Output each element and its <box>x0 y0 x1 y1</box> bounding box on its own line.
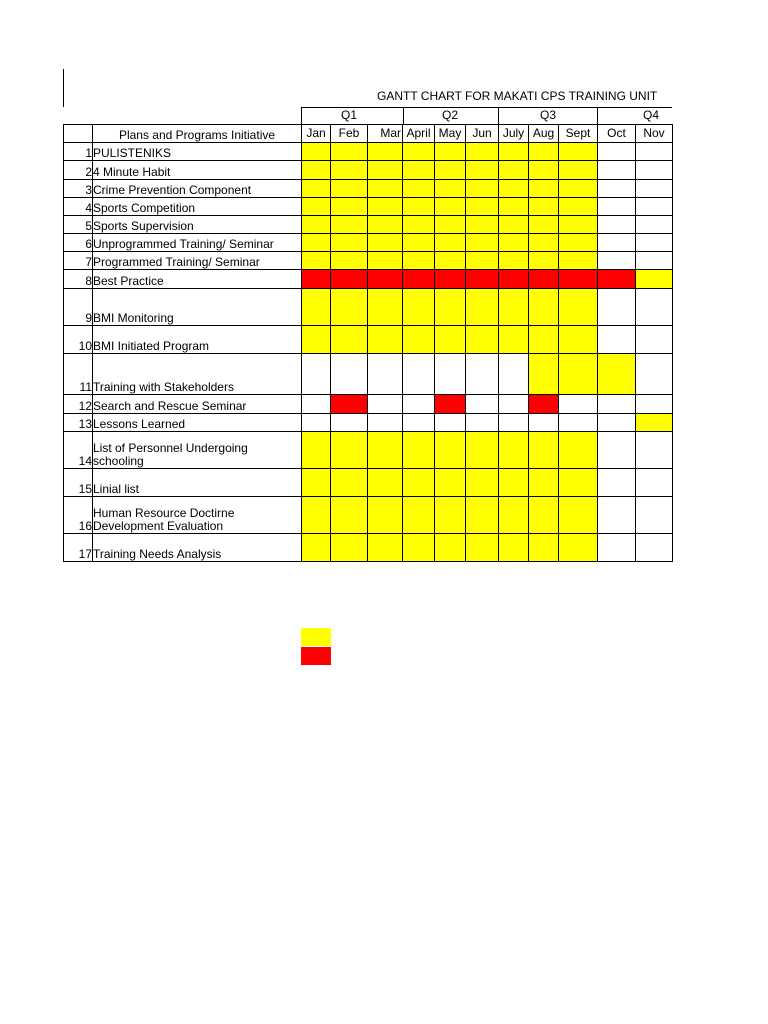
gantt-cell-nov <box>636 143 673 161</box>
chart-title: GANTT CHART FOR MAKATI CPS TRAINING UNIT <box>377 89 658 103</box>
gantt-cell-oct <box>598 161 636 180</box>
gantt-cell-july <box>499 414 529 432</box>
gantt-cell-sept <box>559 326 598 354</box>
gantt-cell-july <box>499 198 529 216</box>
gantt-cell-aug <box>529 354 559 395</box>
quarter-label-q1: Q1 <box>341 108 358 122</box>
quarter-divider <box>498 107 499 124</box>
gantt-cell-july <box>499 326 529 354</box>
gantt-cell-april <box>403 326 435 354</box>
gantt-cell-aug <box>529 414 559 432</box>
quarter-divider <box>301 107 302 124</box>
table-row <box>64 432 673 469</box>
gantt-cell-aug <box>529 326 559 354</box>
month-header-feb: Feb <box>331 125 368 143</box>
table-row <box>64 289 673 326</box>
gantt-cell-feb <box>331 252 368 270</box>
gantt-cell-mar <box>368 432 403 469</box>
gantt-table <box>63 124 673 562</box>
gantt-cell-july <box>499 395 529 414</box>
gantt-cell-april <box>403 270 435 289</box>
gantt-cell-nov <box>636 252 673 270</box>
gantt-cell-may <box>435 289 466 326</box>
gantt-cell-mar <box>368 143 403 161</box>
table-row <box>64 395 673 414</box>
gantt-cell-jun <box>466 180 499 198</box>
gantt-cell-may <box>435 432 466 469</box>
gantt-cell-july <box>499 234 529 252</box>
initiative-name: Search and Rescue Seminar <box>93 395 302 414</box>
gantt-cell-may <box>435 395 466 414</box>
gantt-cell-sept <box>559 180 598 198</box>
header-number-cell <box>64 125 93 143</box>
gantt-cell-july <box>499 469 529 497</box>
gantt-cell-jun <box>466 234 499 252</box>
gantt-cell-oct <box>598 270 636 289</box>
gantt-cell-feb <box>331 469 368 497</box>
row-number: 16 <box>64 497 93 534</box>
gantt-cell-may <box>435 497 466 534</box>
gantt-cell-oct <box>598 143 636 161</box>
gantt-cell-may <box>435 180 466 198</box>
gantt-cell-oct <box>598 497 636 534</box>
gantt-cell-april <box>403 143 435 161</box>
gantt-cell-nov <box>636 432 673 469</box>
row-number: 17 <box>64 534 93 562</box>
table-row <box>64 270 673 289</box>
gantt-cell-nov <box>636 161 673 180</box>
month-header-jun: Jun <box>466 125 499 143</box>
gantt-cell-july <box>499 497 529 534</box>
row-number: 14 <box>64 432 93 469</box>
gantt-cell-july <box>499 161 529 180</box>
gantt-cell-may <box>435 216 466 234</box>
gantt-cell-aug <box>529 161 559 180</box>
table-row <box>64 534 673 562</box>
gantt-cell-may <box>435 252 466 270</box>
gantt-cell-feb <box>331 180 368 198</box>
gantt-cell-nov <box>636 414 673 432</box>
gantt-cell-sept <box>559 534 598 562</box>
gantt-cell-jan <box>302 414 331 432</box>
row-number: 4 <box>64 198 93 216</box>
gantt-cell-mar <box>368 354 403 395</box>
gantt-cell-jun <box>466 161 499 180</box>
gantt-cell-feb <box>331 395 368 414</box>
gantt-cell-july <box>499 289 529 326</box>
month-header-mar: Mar <box>368 125 403 143</box>
table-row <box>64 143 673 161</box>
gantt-cell-nov <box>636 395 673 414</box>
initiative-name: Programmed Training/ Seminar <box>93 252 302 270</box>
gantt-cell-april <box>403 497 435 534</box>
gantt-cell-feb <box>331 143 368 161</box>
gantt-cell-feb <box>331 414 368 432</box>
gantt-cell-july <box>499 432 529 469</box>
gantt-cell-april <box>403 252 435 270</box>
gantt-cell-feb <box>331 354 368 395</box>
gantt-cell-jan <box>302 432 331 469</box>
initiative-name: Sports Competition <box>93 198 302 216</box>
gantt-cell-jan <box>302 395 331 414</box>
gantt-cell-oct <box>598 198 636 216</box>
gantt-cell-july <box>499 180 529 198</box>
gantt-cell-jun <box>466 534 499 562</box>
gantt-cell-mar <box>368 234 403 252</box>
gantt-cell-may <box>435 143 466 161</box>
gantt-cell-july <box>499 216 529 234</box>
gantt-cell-may <box>435 198 466 216</box>
gantt-cell-sept <box>559 143 598 161</box>
table-row <box>64 180 673 198</box>
gantt-cell-mar <box>368 270 403 289</box>
gantt-cell-jun <box>466 270 499 289</box>
gantt-cell-nov <box>636 534 673 562</box>
gantt-cell-sept <box>559 289 598 326</box>
gantt-cell-oct <box>598 234 636 252</box>
gantt-cell-jan <box>302 216 331 234</box>
gantt-cell-jun <box>466 395 499 414</box>
gantt-cell-feb <box>331 216 368 234</box>
row-number: 2 <box>64 161 93 180</box>
gantt-cell-oct <box>598 180 636 198</box>
gantt-cell-may <box>435 234 466 252</box>
gantt-cell-sept <box>559 270 598 289</box>
gantt-cell-jun <box>466 289 499 326</box>
initiative-name: Training with Stakeholders <box>93 354 302 395</box>
gantt-cell-april <box>403 534 435 562</box>
gantt-cell-oct <box>598 289 636 326</box>
initiative-name: Sports Supervision <box>93 216 302 234</box>
gantt-cell-sept <box>559 497 598 534</box>
initiative-name: BMI Initiated Program <box>93 326 302 354</box>
gantt-cell-mar <box>368 534 403 562</box>
gantt-cell-nov <box>636 326 673 354</box>
gantt-cell-jun <box>466 469 499 497</box>
gantt-cell-feb <box>331 497 368 534</box>
month-header-aug: Aug <box>529 125 559 143</box>
row-number: 6 <box>64 234 93 252</box>
month-header-jan: Jan <box>302 125 331 143</box>
quarter-label-q4: Q4 <box>643 108 660 122</box>
gantt-cell-jan <box>302 497 331 534</box>
gantt-cell-july <box>499 270 529 289</box>
gantt-cell-oct <box>598 216 636 234</box>
gantt-cell-mar <box>368 180 403 198</box>
gantt-cell-jan <box>302 143 331 161</box>
month-header-july: July <box>499 125 529 143</box>
gantt-cell-july <box>499 354 529 395</box>
gantt-cell-nov <box>636 354 673 395</box>
gantt-cell-oct <box>598 534 636 562</box>
gantt-cell-april <box>403 414 435 432</box>
gantt-cell-feb <box>331 534 368 562</box>
table-row <box>64 469 673 497</box>
table-row <box>64 497 673 534</box>
gantt-cell-jun <box>466 354 499 395</box>
gantt-cell-sept <box>559 252 598 270</box>
gantt-cell-april <box>403 161 435 180</box>
gantt-cell-mar <box>368 469 403 497</box>
gantt-cell-mar <box>368 252 403 270</box>
gantt-cell-july <box>499 143 529 161</box>
gantt-cell-jun <box>466 198 499 216</box>
month-header-nov: Nov <box>636 125 673 143</box>
gantt-cell-may <box>435 326 466 354</box>
gantt-cell-aug <box>529 497 559 534</box>
gantt-cell-sept <box>559 354 598 395</box>
gantt-cell-nov <box>636 270 673 289</box>
table-row <box>64 414 673 432</box>
gantt-cell-sept <box>559 234 598 252</box>
gantt-cell-april <box>403 234 435 252</box>
gantt-cell-april <box>403 395 435 414</box>
gantt-cell-jun <box>466 432 499 469</box>
table-row <box>64 326 673 354</box>
gantt-cell-may <box>435 534 466 562</box>
gantt-cell-mar <box>368 497 403 534</box>
row-number: 15 <box>64 469 93 497</box>
gantt-cell-mar <box>368 395 403 414</box>
table-row <box>64 216 673 234</box>
gantt-cell-jan <box>302 180 331 198</box>
gantt-cell-jun <box>466 143 499 161</box>
row-number: 7 <box>64 252 93 270</box>
table-row <box>64 198 673 216</box>
table-row <box>64 252 673 270</box>
plans-programs-header: Plans and Programs Initiative <box>93 125 302 143</box>
gantt-cell-aug <box>529 289 559 326</box>
gantt-cell-oct <box>598 395 636 414</box>
row-number: 11 <box>64 354 93 395</box>
gantt-cell-jun <box>466 326 499 354</box>
gantt-cell-jan <box>302 234 331 252</box>
gantt-cell-april <box>403 198 435 216</box>
gantt-cell-feb <box>331 198 368 216</box>
gantt-cell-july <box>499 534 529 562</box>
row-number: 1 <box>64 143 93 161</box>
gantt-cell-aug <box>529 198 559 216</box>
month-header-april: April <box>403 125 435 143</box>
gantt-cell-feb <box>331 289 368 326</box>
gantt-cell-oct <box>598 469 636 497</box>
gantt-cell-nov <box>636 234 673 252</box>
gantt-cell-jan <box>302 469 331 497</box>
gantt-cell-jan <box>302 289 331 326</box>
quarter-divider <box>597 107 598 124</box>
legend-swatch-yellow <box>301 628 331 646</box>
gantt-cell-mar <box>368 414 403 432</box>
gantt-cell-aug <box>529 252 559 270</box>
gantt-cell-mar <box>368 161 403 180</box>
table-row <box>64 354 673 395</box>
gantt-cell-jan <box>302 534 331 562</box>
gantt-cell-aug <box>529 180 559 198</box>
gantt-cell-april <box>403 432 435 469</box>
gantt-cell-aug <box>529 469 559 497</box>
gantt-cell-aug <box>529 216 559 234</box>
initiative-name: Crime Prevention Component <box>93 180 302 198</box>
gantt-cell-may <box>435 354 466 395</box>
gantt-cell-oct <box>598 414 636 432</box>
gantt-cell-july <box>499 252 529 270</box>
initiative-name: Linial list <box>93 469 302 497</box>
row-number: 10 <box>64 326 93 354</box>
gantt-cell-feb <box>331 270 368 289</box>
gantt-cell-sept <box>559 395 598 414</box>
gantt-cell-aug <box>529 143 559 161</box>
gantt-cell-oct <box>598 252 636 270</box>
initiative-name: Training Needs Analysis <box>93 534 302 562</box>
gantt-cell-mar <box>368 198 403 216</box>
gantt-cell-feb <box>331 326 368 354</box>
gantt-cell-may <box>435 414 466 432</box>
gantt-cell-mar <box>368 216 403 234</box>
gantt-cell-nov <box>636 198 673 216</box>
gantt-cell-april <box>403 354 435 395</box>
gantt-cell-may <box>435 469 466 497</box>
gantt-cell-feb <box>331 161 368 180</box>
quarter-label-q2: Q2 <box>442 108 459 122</box>
gantt-cell-aug <box>529 534 559 562</box>
gantt-cell-nov <box>636 469 673 497</box>
gantt-cell-sept <box>559 414 598 432</box>
gantt-cell-oct <box>598 354 636 395</box>
row-number: 13 <box>64 414 93 432</box>
gantt-cell-mar <box>368 289 403 326</box>
quarter-label-q3: Q3 <box>540 108 557 122</box>
sheet-left-border <box>63 69 64 107</box>
gantt-cell-aug <box>529 270 559 289</box>
gantt-cell-aug <box>529 395 559 414</box>
gantt-cell-feb <box>331 432 368 469</box>
row-number: 9 <box>64 289 93 326</box>
row-number: 3 <box>64 180 93 198</box>
gantt-cell-feb <box>331 234 368 252</box>
table-row <box>64 161 673 180</box>
gantt-cell-mar <box>368 326 403 354</box>
gantt-cell-sept <box>559 432 598 469</box>
gantt-cell-nov <box>636 497 673 534</box>
gantt-cell-jan <box>302 161 331 180</box>
gantt-cell-jan <box>302 252 331 270</box>
gantt-cell-jun <box>466 414 499 432</box>
row-number: 12 <box>64 395 93 414</box>
table-row <box>64 234 673 252</box>
month-header-may: May <box>435 125 466 143</box>
gantt-cell-jan <box>302 354 331 395</box>
initiative-name: BMI Monitoring <box>93 289 302 326</box>
gantt-cell-jun <box>466 252 499 270</box>
gantt-cell-jan <box>302 326 331 354</box>
gantt-cell-sept <box>559 469 598 497</box>
initiative-name: Unprogrammed Training/ Seminar <box>93 234 302 252</box>
initiative-name: Human Resource Doctirne Development Evaluation <box>93 497 302 534</box>
gantt-cell-aug <box>529 432 559 469</box>
initiative-name: PULISTENIKS <box>93 143 302 161</box>
gantt-cell-jan <box>302 270 331 289</box>
gantt-cell-oct <box>598 326 636 354</box>
month-header-oct: Oct <box>598 125 636 143</box>
legend-swatch-red <box>301 647 331 665</box>
gantt-cell-may <box>435 270 466 289</box>
gantt-cell-april <box>403 289 435 326</box>
gantt-cell-nov <box>636 216 673 234</box>
gantt-cell-sept <box>559 198 598 216</box>
gantt-cell-april <box>403 180 435 198</box>
gantt-cell-jun <box>466 497 499 534</box>
initiative-name: Best Practice <box>93 270 302 289</box>
gantt-cell-aug <box>529 234 559 252</box>
gantt-cell-april <box>403 216 435 234</box>
initiative-name: Lessons Learned <box>93 414 302 432</box>
month-header-sept: Sept <box>559 125 598 143</box>
initiative-name: 4 Minute Habit <box>93 161 302 180</box>
row-number: 8 <box>64 270 93 289</box>
gantt-cell-sept <box>559 161 598 180</box>
gantt-cell-may <box>435 161 466 180</box>
gantt-cell-oct <box>598 432 636 469</box>
gantt-cell-jun <box>466 216 499 234</box>
quarter-divider <box>403 107 404 124</box>
gantt-cell-nov <box>636 180 673 198</box>
gantt-cell-april <box>403 469 435 497</box>
gantt-cell-sept <box>559 216 598 234</box>
header-row <box>64 125 673 143</box>
initiative-name: List of Personnel Undergoing schooling <box>93 432 302 469</box>
gantt-cell-jan <box>302 198 331 216</box>
row-number: 5 <box>64 216 93 234</box>
gantt-cell-nov <box>636 289 673 326</box>
